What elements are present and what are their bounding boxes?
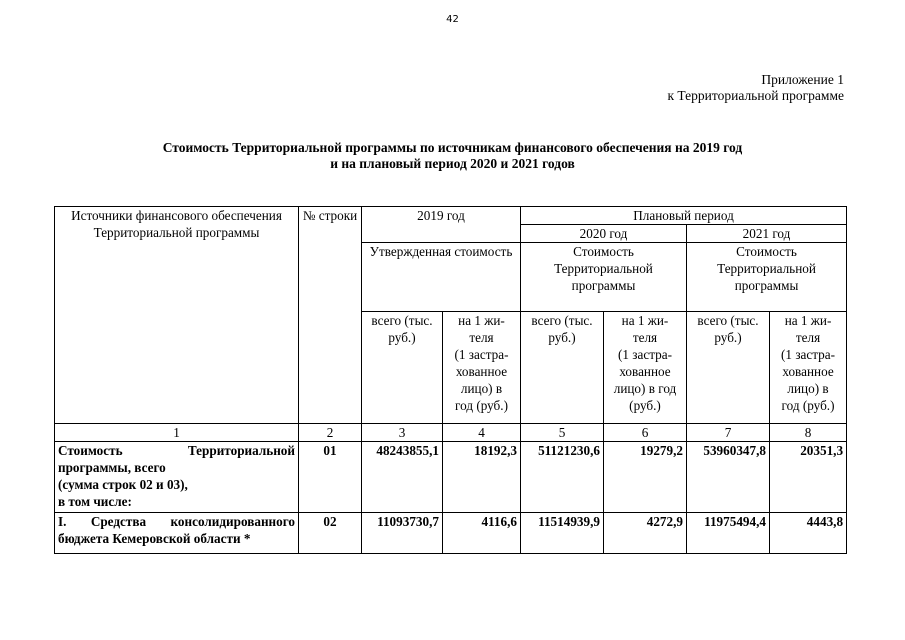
value-per-capita-2020: 4272,9 — [604, 513, 687, 554]
value-per-capita-2020: 19279,2 — [604, 442, 687, 513]
value-per-capita-2021: 4443,8 — [770, 513, 847, 554]
column-number: 7 — [687, 424, 770, 442]
header-total-2021: всего (тыс. руб.) — [687, 312, 770, 424]
value-per-capita-2021: 20351,3 — [770, 442, 847, 513]
column-number: 4 — [443, 424, 521, 442]
header-per-capita-2020 — [604, 312, 687, 424]
title-line-1: Стоимость Территориальной программы по источникам финансового обеспечения на 2019 год — [162, 140, 743, 155]
per-capita-label: на 1 жи- теля (1 застра- хованное лицо) в год (руб.) — [781, 313, 835, 413]
row-label-text: Стоимость Территориальной программы, всего — [58, 443, 295, 475]
header-total-2019: всего (тыс. руб.) — [362, 312, 443, 424]
row-label-cont-2: в том числе: — [58, 494, 132, 509]
per-capita-label: на 1 жи- теля (1 застра- хованное лицо) в год (руб.) — [454, 313, 509, 413]
value-per-capita-2019: 4116,6 — [443, 513, 521, 554]
header-year-2021: 2021 год — [687, 225, 847, 243]
value-total-2020: 51121230,6 — [521, 442, 604, 513]
column-number: 2 — [299, 424, 362, 442]
column-number: 8 — [770, 424, 847, 442]
appendix-note — [668, 72, 845, 104]
table-row-budget — [55, 513, 847, 554]
header-approved-cost: Утвержденная стоимость — [362, 243, 521, 312]
header-year-2019: 2019 год — [362, 207, 521, 243]
header-row-1 — [55, 207, 847, 225]
header-total-2020: всего (тыс. руб.) — [521, 312, 604, 424]
table-row-total — [55, 442, 847, 513]
per-capita-label: на 1 жи- теля (1 застра- хованное лицо) в год (руб.) — [613, 313, 677, 413]
column-number: 1 — [55, 424, 299, 442]
appendix-line-2: к Территориальной программе — [667, 88, 844, 103]
column-number: 5 — [521, 424, 604, 442]
row-label-cont: (сумма строк 02 и 03), — [58, 477, 188, 492]
header-year-2020: 2020 год — [521, 225, 687, 243]
appendix-line-1: Приложение 1 — [761, 72, 844, 87]
header-planned-period: Плановый период — [521, 207, 847, 225]
row-label: I. Средства консолидированного бюджета Кемеровской области * — [55, 513, 299, 554]
value-total-2021: 53960347,8 — [687, 442, 770, 513]
column-number-row — [55, 424, 847, 442]
row-number: 02 — [299, 513, 362, 554]
header-source: Источники финансового обеспечения Территориальной программы — [55, 207, 299, 424]
row-number: 01 — [299, 442, 362, 513]
cost-table — [54, 206, 847, 554]
value-per-capita-2019: 18192,3 — [443, 442, 521, 513]
column-number: 6 — [604, 424, 687, 442]
value-total-2020: 11514939,9 — [521, 513, 604, 554]
value-total-2019: 48243855,1 — [362, 442, 443, 513]
document-title — [0, 140, 905, 172]
page-number: 42 — [446, 14, 459, 25]
header-per-capita-2019 — [443, 312, 521, 424]
title-line-2: и на плановый период 2020 и 2021 годов — [330, 156, 575, 171]
value-total-2019: 11093730,7 — [362, 513, 443, 554]
header-program-cost-2021: Стоимость Территориальной программы — [687, 243, 847, 312]
row-label — [55, 442, 299, 513]
value-total-2021: 11975494,4 — [687, 513, 770, 554]
header-program-cost-2020: Стоимость Территориальной программы — [521, 243, 687, 312]
header-row-number: № строки — [299, 207, 362, 424]
header-per-capita-2021 — [770, 312, 847, 424]
column-number: 3 — [362, 424, 443, 442]
